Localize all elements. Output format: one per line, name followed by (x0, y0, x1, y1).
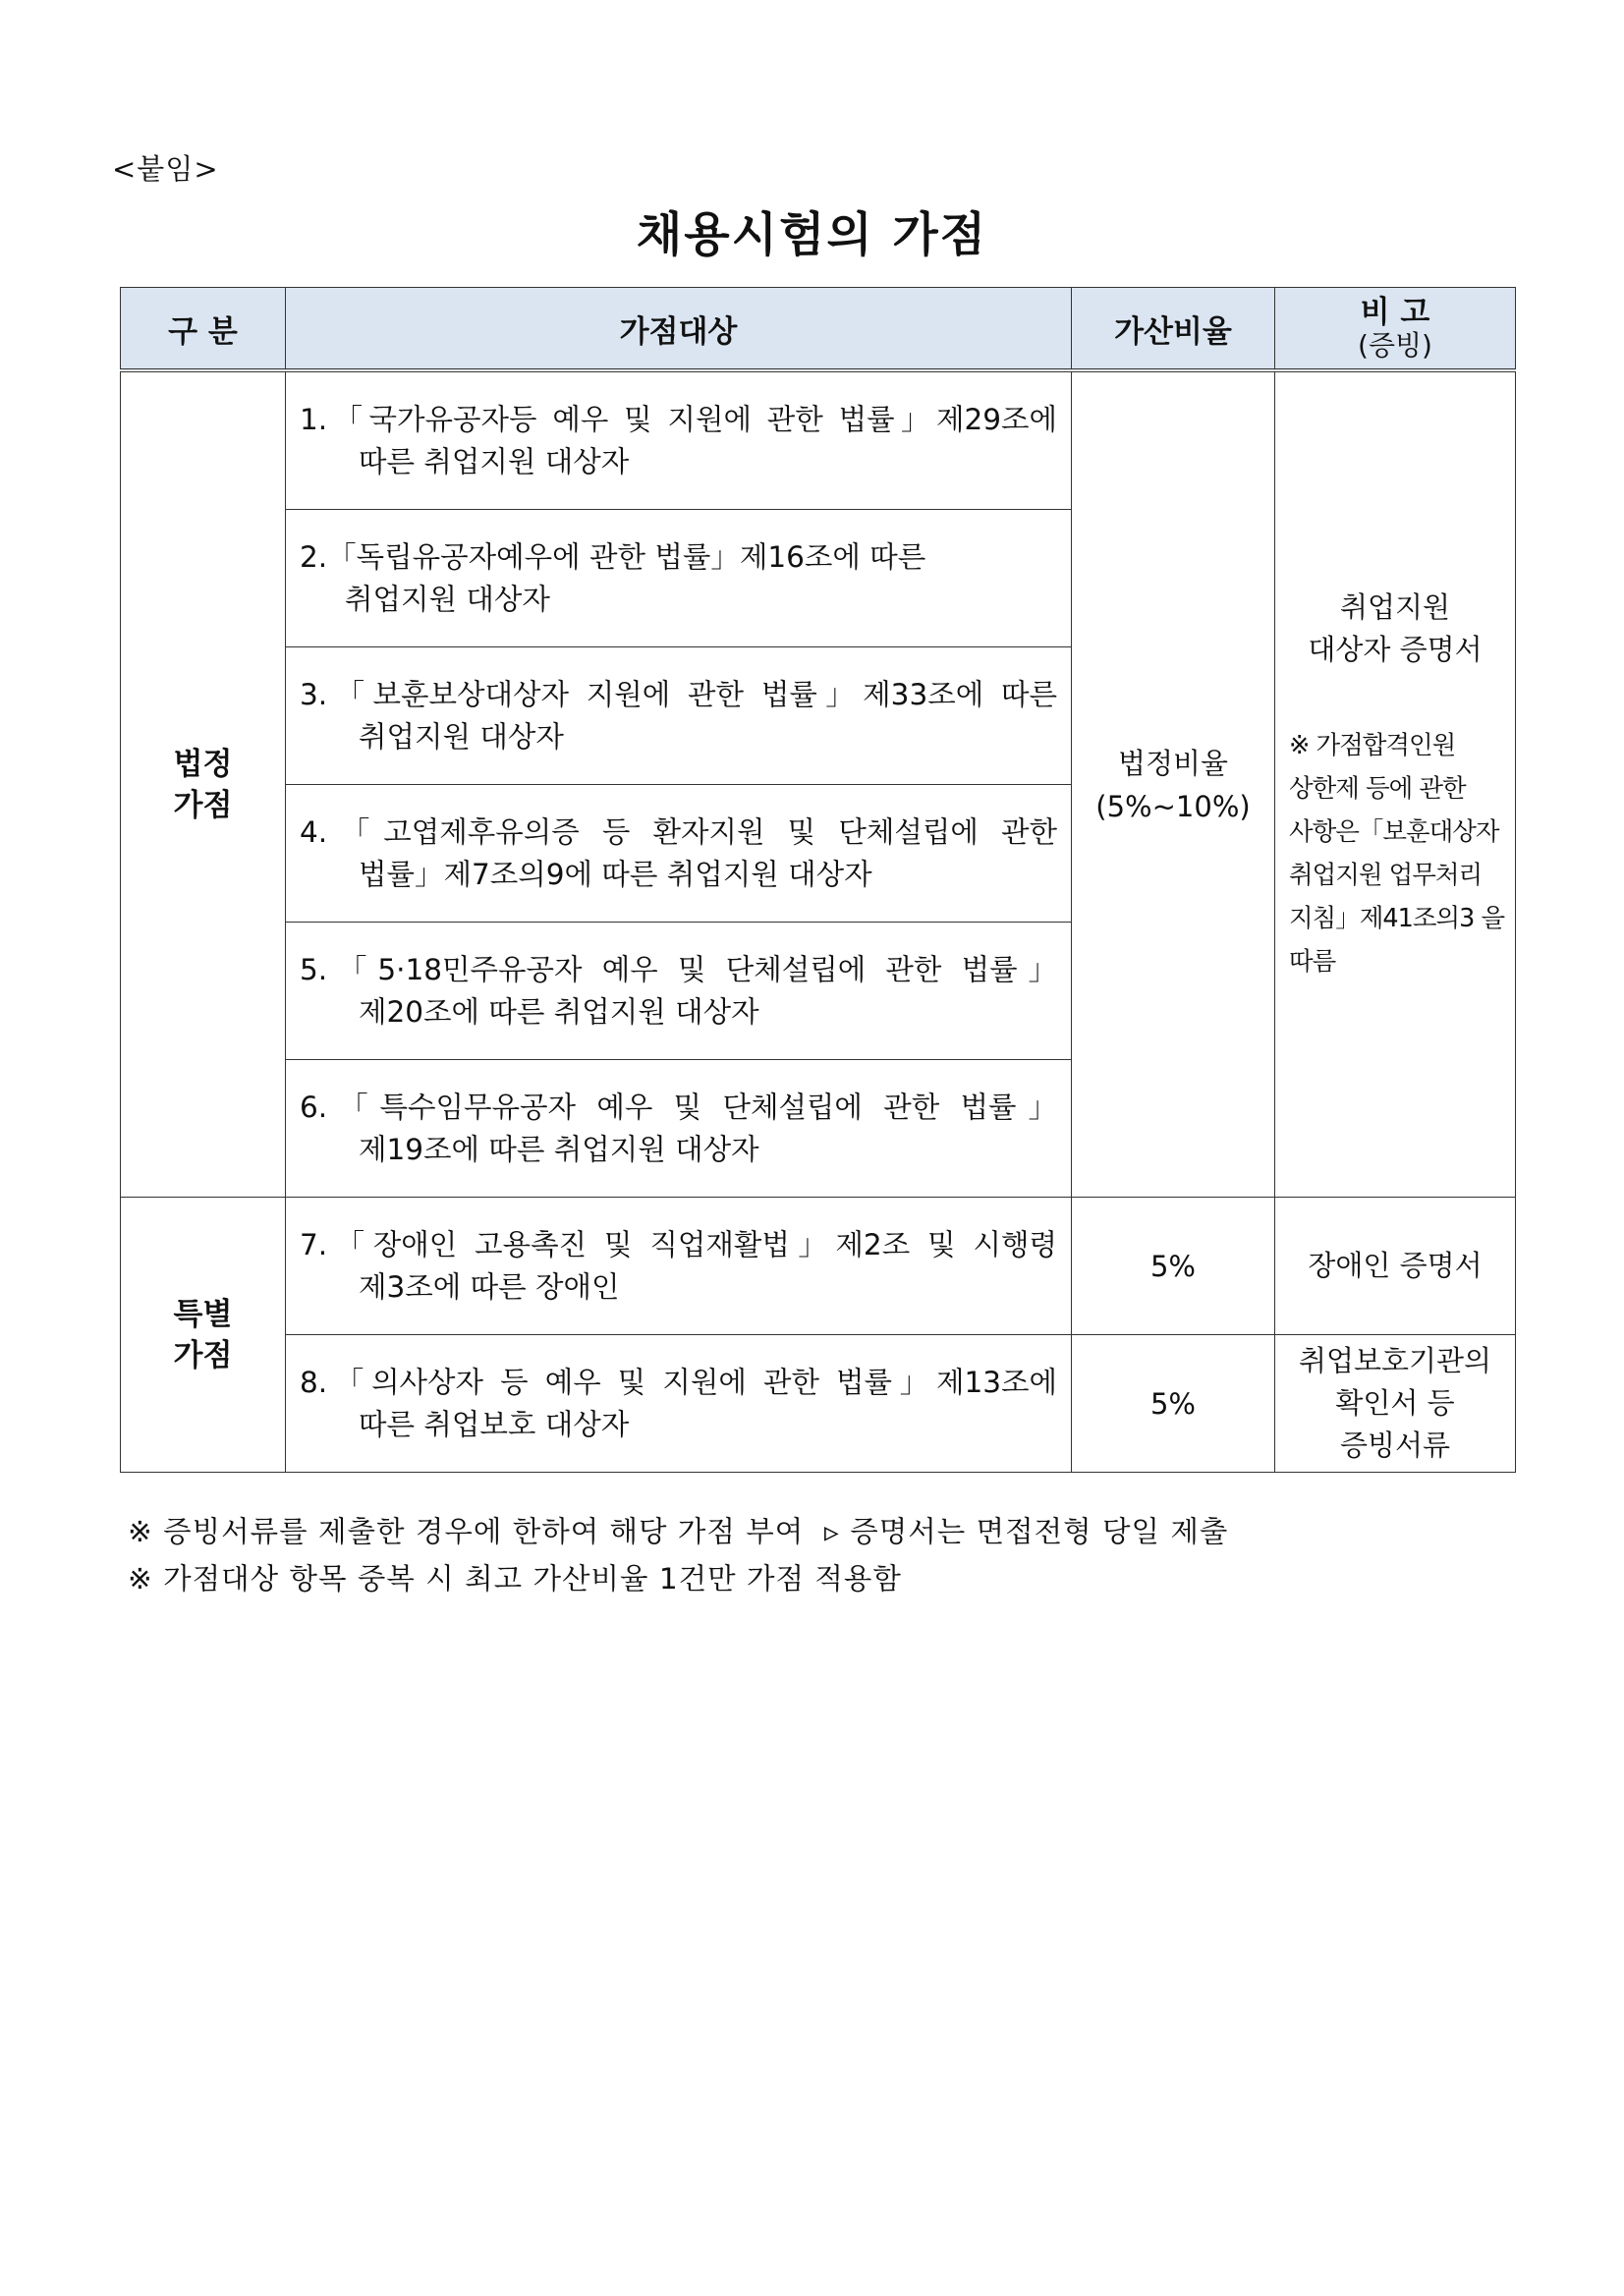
target-cell-4 (286, 785, 1072, 923)
note-statutory (1275, 370, 1516, 1198)
target-text: 취업지원 대상자 (359, 719, 564, 754)
bonus-points-table (120, 287, 1516, 1473)
table-row (121, 1335, 1516, 1473)
rate-statutory-line1: 법정비율 (1117, 746, 1229, 780)
document-title: 채용시험의 가점 (636, 207, 988, 262)
target-text: 7.「장애인 고용촉진 및 직업재활법」제2조 및 시행령 (300, 1227, 1057, 1261)
target-text: 제3조에 따른 장애인 (359, 1269, 620, 1304)
remark-line: 취업지원 업무처리 (1289, 860, 1483, 890)
note-line: 취업보호기관의 (1298, 1344, 1492, 1377)
target-cell-2 (286, 510, 1072, 647)
note-cell-7: 장애인 증명서 (1275, 1198, 1516, 1335)
footnote-1: ※ 증빙서류를 제출한 경우에 한하여 해당 가점 부여 ▹ 증명서는 면접전형 당일 제출 (128, 1515, 1229, 1548)
footnote-2: ※ 가점대상 항목 중복 시 최고 가산비율 1건만 가점 적용함 (128, 1562, 902, 1596)
note-cell-8 (1275, 1335, 1516, 1473)
target-text: 제20조에 따른 취업지원 대상자 (359, 994, 759, 1029)
table-row (121, 1198, 1516, 1335)
header-rate: 가산비율 (1072, 288, 1275, 371)
category-statutory-line2: 가점 (173, 787, 233, 823)
target-cell-6 (286, 1060, 1072, 1198)
target-cell-1 (286, 370, 1072, 510)
target-cell-3 (286, 647, 1072, 785)
table-row (121, 370, 1516, 510)
header-category: 구 분 (121, 288, 286, 371)
header-note (1275, 288, 1516, 371)
header-note-label: 비 고 (1360, 295, 1430, 330)
target-text: 2.「독립유공자예우에 관한 법률」제16조에 따른 (300, 539, 926, 574)
remark-line: 지침」제41조의3 을 (1289, 903, 1505, 933)
target-text: 4.「고엽제후유의증 등 환자지원 및 단체설립에 관한 (300, 814, 1057, 849)
note-statutory-remark (1289, 724, 1505, 983)
note-statutory-line2: 대상자 증명서 (1308, 632, 1483, 666)
header-target: 가점대상 (286, 288, 1072, 371)
target-cell-7 (286, 1198, 1072, 1335)
category-special-line2: 가점 (173, 1337, 233, 1373)
note-statutory-line1: 취업지원 (1339, 589, 1451, 624)
target-text: 1.「국가유공자등 예우 및 지원에 관한 법률」제29조에 (300, 402, 1057, 436)
target-text: 따른 취업보호 대상자 (359, 1407, 630, 1441)
target-text: 5.「5·18민주유공자 예우 및 단체설립에 관한 법률」 (300, 952, 1057, 986)
table-header-row (121, 288, 1516, 371)
target-text: 법률」제7조의9에 따른 취업지원 대상자 (359, 857, 872, 891)
note-line: 확인서 등 (1335, 1386, 1455, 1420)
target-text: 따른 취업지원 대상자 (359, 444, 630, 478)
attachment-label: <붙임> (112, 152, 219, 186)
category-statutory-line1: 법정 (173, 746, 233, 782)
category-special-line1: 특별 (173, 1296, 233, 1332)
category-special (121, 1198, 286, 1473)
target-text: 취업지원 대상자 (345, 582, 550, 616)
rate-cell-7: 5% (1072, 1198, 1275, 1335)
target-text: 제19조에 따른 취업지원 대상자 (359, 1132, 759, 1166)
rate-statutory-line2: (5%~10%) (1095, 789, 1251, 823)
remark-line: 따름 (1289, 946, 1336, 977)
footnotes (128, 1508, 1228, 1602)
target-text: 6.「특수임무유공자 예우 및 단체설립에 관한 법률」 (300, 1090, 1057, 1124)
remark-line: ※ 가점합격인원 (1289, 730, 1456, 760)
target-text: 3.「보훈보상대상자 지원에 관한 법률」제33조에 따른 (300, 677, 1057, 711)
remark-line: 상한제 등에 관한 (1289, 773, 1466, 804)
rate-cell-8: 5% (1072, 1335, 1275, 1473)
header-note-sub: (증빙) (1358, 329, 1432, 362)
target-cell-8 (286, 1335, 1072, 1473)
target-text: 8.「의사상자 등 예우 및 지원에 관한 법률」제13조에 (300, 1365, 1057, 1399)
rate-statutory (1072, 370, 1275, 1198)
note-line: 증빙서류 (1339, 1428, 1451, 1462)
category-statutory (121, 370, 286, 1198)
remark-line: 사항은「보훈대상자 (1289, 816, 1499, 847)
target-cell-5 (286, 923, 1072, 1060)
